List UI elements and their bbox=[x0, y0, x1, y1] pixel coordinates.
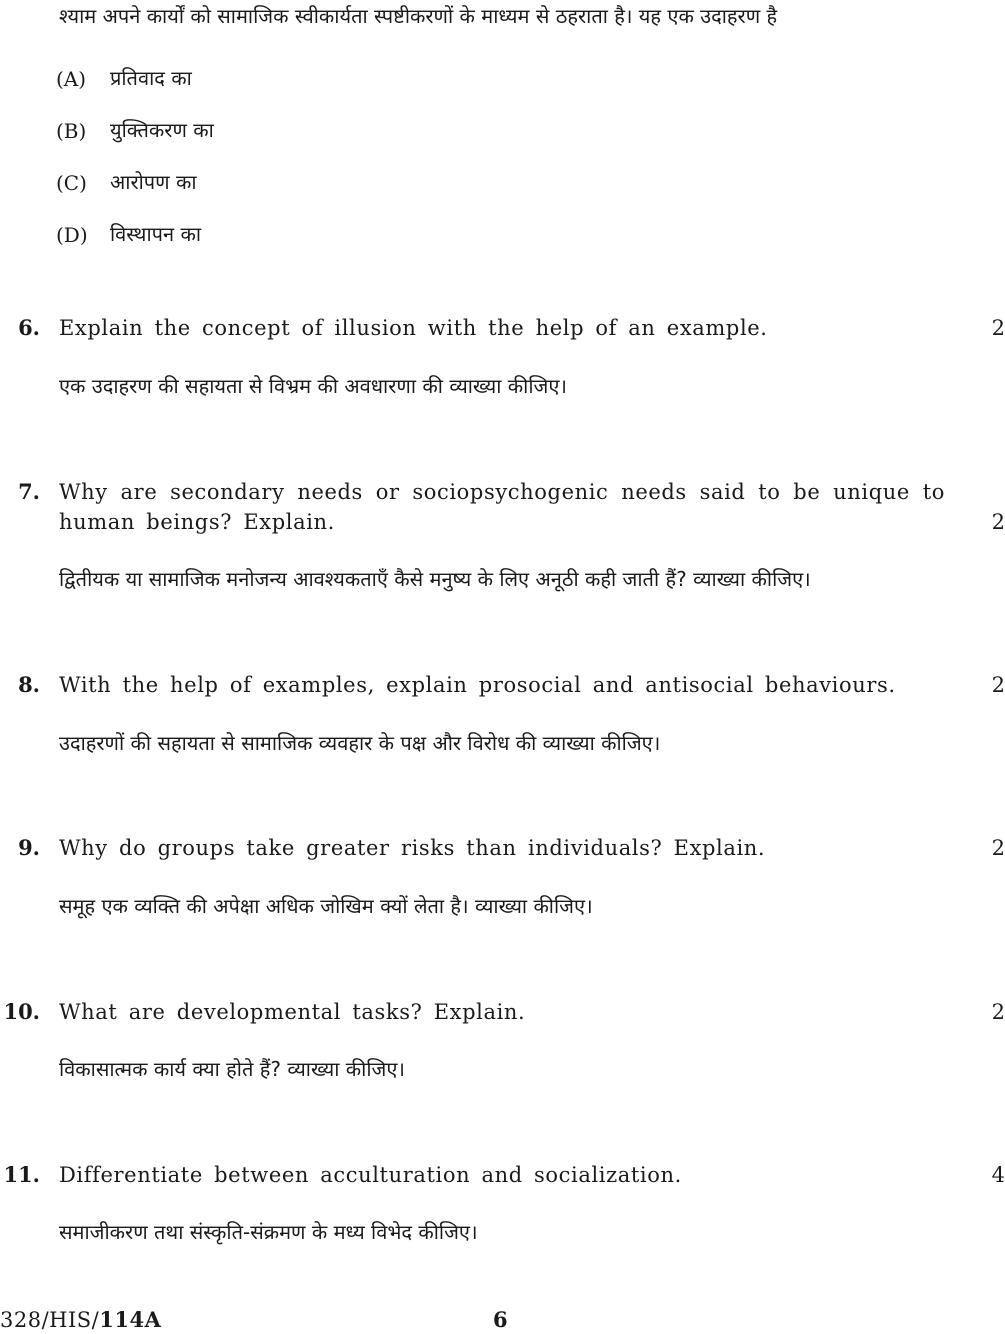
question-6-hindi: एक उदाहरण की सहायता से विभ्रम की अवधारणा की व्याख्या कीजिए। bbox=[59, 374, 567, 398]
question-11-number: 11. bbox=[3, 1162, 40, 1187]
question-9-number: 9. bbox=[18, 835, 40, 860]
question-11-english: Differentiate between acculturation and socialization. bbox=[59, 1163, 682, 1187]
question-10-number: 10. bbox=[3, 999, 40, 1024]
question-8-hindi: उदाहरणों की सहायता से सामाजिक व्यवहार के पक्ष और विरोध की व्याख्या कीजिए। bbox=[59, 731, 661, 755]
question-10-hindi: विकासात्मक कार्य क्या होते हैं? व्याख्या कीजिए। bbox=[59, 1057, 405, 1081]
question-8-english: With the help of examples, explain prosocial and antisocial behaviours. bbox=[59, 673, 896, 697]
option-a-label: (A) bbox=[56, 67, 87, 91]
question-8-marks: 2 bbox=[991, 673, 1005, 697]
option-b-text: युक्तिकरण का bbox=[110, 118, 214, 142]
option-d-text: विस्थापन का bbox=[110, 222, 201, 246]
paper-code-prefix: 328/HIS/ bbox=[0, 1308, 100, 1332]
question-7-english-line2: human beings? Explain. bbox=[59, 510, 335, 534]
question-6-english: Explain the concept of illusion with the help of an example. bbox=[59, 316, 768, 340]
question-9-hindi: समूह एक व्यक्ति की अपेक्षा अधिक जोखिम क्यों लेता है। व्याख्या कीजिए। bbox=[59, 894, 593, 918]
question-7-marks: 2 bbox=[991, 510, 1005, 534]
option-b-label: (B) bbox=[56, 119, 87, 143]
question-10-english: What are developmental tasks? Explain. bbox=[59, 1000, 526, 1024]
question-6-marks: 2 bbox=[991, 316, 1005, 340]
question-11-hindi: समाजीकरण तथा संस्कृति-संक्रमण के मध्य विभेद कीजिए। bbox=[59, 1220, 478, 1244]
question-11-marks: 4 bbox=[991, 1163, 1005, 1187]
question-9-english: Why do groups take greater risks than individuals? Explain. bbox=[59, 836, 766, 860]
option-c-label: (C) bbox=[56, 171, 87, 195]
paper-code-suffix: 114A bbox=[99, 1307, 162, 1332]
question-5-stem: श्याम अपने कार्यों को सामाजिक स्वीकार्यता स्पष्टीकरणों के माध्यम से ठहराता है। यह एक उदाहरण है bbox=[59, 4, 778, 28]
option-a-text: प्रतिवाद का bbox=[110, 66, 192, 90]
question-7-english-line1: Why are secondary needs or sociopsychogenic needs said to be unique to bbox=[59, 480, 945, 504]
question-8-number: 8. bbox=[18, 672, 40, 697]
option-c-text: आरोपण का bbox=[110, 170, 197, 194]
option-d-label: (D) bbox=[56, 223, 88, 247]
question-10-marks: 2 bbox=[991, 1000, 1005, 1024]
page-number: 6 bbox=[493, 1307, 508, 1332]
question-7-number: 7. bbox=[18, 479, 40, 504]
question-7-hindi: द्वितीयक या सामाजिक मनोजन्य आवश्यकताएँ कैसे मनुष्य के लिए अनूठी कही जाती हैं? व्याख्या कीजिए। bbox=[59, 567, 811, 591]
question-9-marks: 2 bbox=[991, 836, 1005, 860]
question-6-number: 6. bbox=[18, 315, 40, 340]
